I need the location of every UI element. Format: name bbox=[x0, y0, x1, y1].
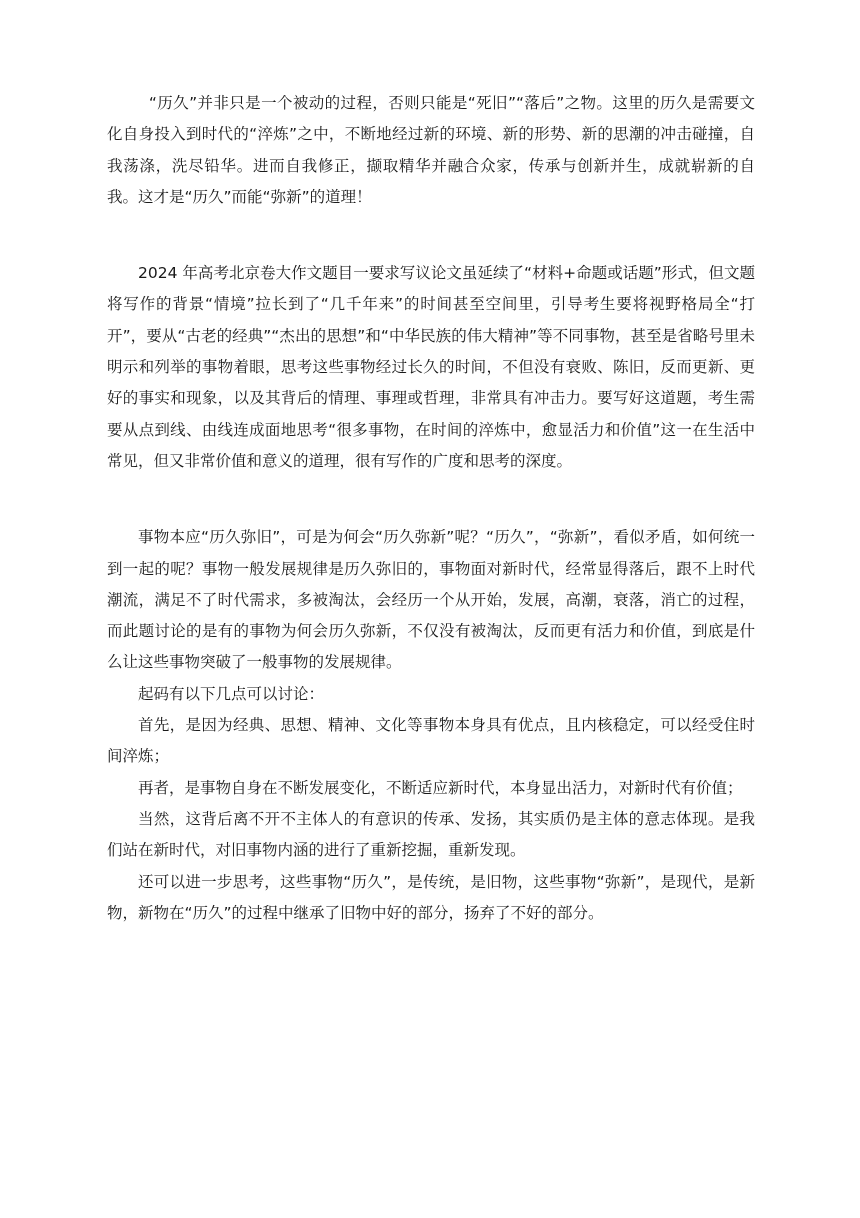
document-body bbox=[107, 88, 755, 929]
paragraph-point-third: 当然，这背后离不开不主体人的有意识的传承、发扬，其实质仍是主体的意志体现。是我们站在新时代，对旧事物内涵的进行了重新挖掘，重新发现。 bbox=[107, 809, 755, 860]
paragraph-further-thought: 还可以进一步思考，这些事物“历久”，是传统，是旧物，这些事物“弥新”，是现代，是新物，新物在“历久”的过程中继承了旧物中好的部分，扬弃了不好的部分。 bbox=[107, 872, 755, 922]
paragraph-lijiu-process: “历久”并非只是一个被动的过程，否则只能是“死旧”“落后”之物。这里的历久是需要文化自身投入到时代的“淬炼”之中，不断地经过新的环境、新的形势、新的思潮的冲击碰撞，自我荡涤，洗尽铅华。进而自我修正，撷取精华并融合众家，传承与创新并生，成就崭新的自我。这才是“历久”而能“弥新”的道理！ bbox=[107, 94, 755, 206]
paragraph-point-second: 再者，是事物自身在不断发展变化，不断适应新时代，本身显出活力，对新时代有价值； bbox=[138, 778, 743, 797]
paragraph-discussion-points: 起码有以下几点可以讨论： bbox=[138, 684, 325, 703]
paragraph-contradiction: 事物本应“历久弥旧”，可是为何会“历久弥新”呢？“历久”，“弥新”，看似矛盾，如何统一到一起的呢？事物一般发展规律是历久弥旧的，事物面对新时代，经常显得落后，跟不上时代潮流，满足不了时代需求，多被淘汰，会经历一个从开始，发展，高潮，衰落，消亡的过程，而此题讨论的是有的事物为何会历久弥新，不仅没有被淘汰，反而更有活力和价值，到底是什么让这些事物突破了一般事物的发展规律。 bbox=[107, 528, 755, 672]
paragraph-exam-topic: 2024 年高考北京卷大作文题目一要求写议论文虽延续了“材料+命题或话题”形式，但文题将写作的背景“情境”拉长到了“几千年来”的时间甚至空间里，引导考生要将视野格局全“打开”，要从“古老的经典”“杰出的思想”和“中华民族的伟大精神”等不同事物，甚至是省略号里未明示和列举的事物着眼，思考这些事物经过长久的时间，不但没有衰败、陈旧，反而更新、更好的事实和现象，以及其背后的情理、事理或哲理，非常具有冲击力。要写好这道题，考生需要从点到线、由线连成面地思考“很多事物，在时间的淬炼中，愈显活力和价值”这一在生活中常见，但又非常价值和意义的道理，很有写作的广度和思考的深度。 bbox=[107, 264, 755, 470]
paragraph-spacer bbox=[107, 477, 755, 522]
paragraph-spacer bbox=[107, 213, 755, 258]
paragraph-point-first: 首先，是因为经典、思想、精神、文化等事物本身具有优点，且内核稳定，可以经受住时间淬炼； bbox=[107, 716, 755, 766]
